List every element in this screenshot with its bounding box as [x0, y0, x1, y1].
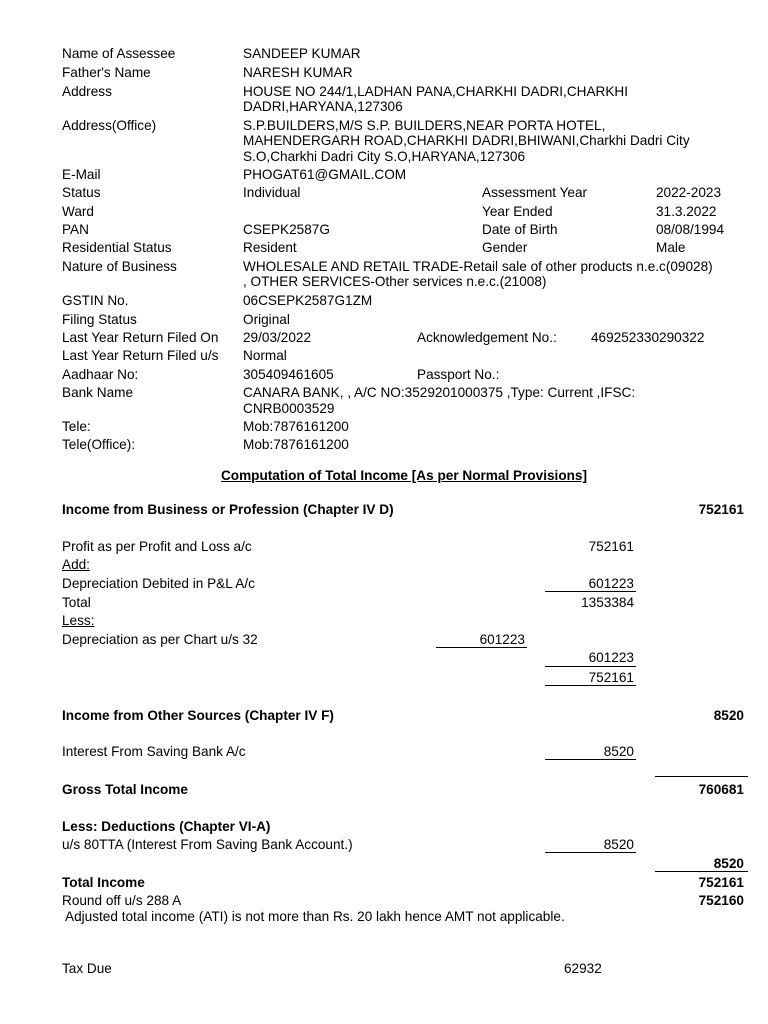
- interest-value: 8520: [603, 744, 634, 759]
- assessment-year-label: Assessment Year: [482, 185, 588, 200]
- tele-office-value: Mob:7876161200: [243, 437, 349, 452]
- tax-due-label: Tax Due: [62, 961, 112, 976]
- computation-heading: Computation of Total Income [As per Normal Provisions]: [220, 468, 588, 483]
- father-label: Father's Name: [62, 65, 151, 80]
- filing-status-value: Original: [243, 312, 290, 327]
- last-return-filed-on-value: 29/03/2022: [243, 330, 312, 345]
- round-off-label: Round off u/s 288 A: [62, 893, 182, 908]
- interest-label: Interest From Saving Bank A/c: [62, 744, 246, 759]
- tta-label: u/s 80TTA (Interest From Saving Bank Account.): [62, 837, 353, 852]
- rule-under-chart-depreciation: [436, 647, 527, 648]
- assessee-name: SANDEEP KUMAR: [243, 46, 361, 61]
- name-label: Name of Assessee: [62, 46, 176, 61]
- rule-under-interest: [545, 759, 636, 760]
- nature-of-business-line-1: WHOLESALE AND RETAIL TRADE-Retail sale of other products n.e.c(09028): [243, 259, 713, 274]
- bank-name-label: Bank Name: [62, 385, 134, 400]
- office-address-line-1: S.P.BUILDERS,M/S S.P. BUILDERS,NEAR PORTA HOTEL,: [243, 118, 606, 133]
- office-address-line-3: S.O,Charkhi Dadri City S.O,HARYANA,127306: [243, 149, 526, 164]
- ward-label: Ward: [62, 204, 94, 219]
- nature-of-business-label: Nature of Business: [62, 259, 177, 274]
- pan-value: CSEPK2587G: [243, 222, 330, 237]
- depreciation-chart-label: Depreciation as per Chart u/s 32: [62, 632, 258, 647]
- assessment-year-value: 2022-2023: [656, 185, 722, 200]
- status-value: Individual: [243, 185, 301, 200]
- gstin-value: 06CSEPK2587G1ZM: [243, 293, 373, 308]
- filing-status-label: Filing Status: [62, 312, 137, 327]
- gstin-label: GSTIN No.: [62, 293, 129, 308]
- year-ended-label: Year Ended: [482, 204, 553, 219]
- less-label: Less:: [62, 613, 95, 628]
- last-return-filed-us-value: Normal: [243, 348, 287, 363]
- rule-under-less-sum: [545, 666, 636, 667]
- gender-value: Male: [656, 240, 686, 255]
- email-value: PHOGAT61@GMAIL.COM: [243, 167, 407, 182]
- other-sources-heading: Income from Other Sources (Chapter IV F): [62, 708, 334, 723]
- rule-under-business-net: [545, 685, 636, 686]
- total-value: 1353384: [581, 595, 634, 610]
- pan-label: PAN: [62, 222, 89, 237]
- status-label: Status: [62, 185, 101, 200]
- gross-total-label: Gross Total Income: [62, 782, 188, 797]
- gender-label: Gender: [482, 240, 528, 255]
- total-label: Total: [62, 595, 91, 610]
- residential-status-label: Residential Status: [62, 240, 172, 255]
- less-sum-value: 601223: [588, 650, 634, 665]
- nature-of-business-line-2: , OTHER SERVICES-Other services n.e.c.(21008): [243, 274, 547, 289]
- aadhaar-label: Aadhaar No:: [62, 367, 139, 382]
- gross-total-value: 760681: [698, 782, 744, 797]
- rule-under-tta: [545, 852, 636, 853]
- address-line-1: HOUSE NO 244/1,LADHAN PANA,CHARKHI DADRI,CHARKHI: [243, 84, 628, 99]
- total-income-label: Total Income: [62, 875, 145, 890]
- tta-value: 8520: [603, 837, 634, 852]
- ati-note: Adjusted total income (ATI) is not more than Rs. 20 lakh hence AMT not applicable.: [62, 909, 565, 924]
- last-return-filed-on-label: Last Year Return Filed On: [62, 330, 219, 345]
- depreciation-debited-label: Depreciation Debited in P&L A/c: [62, 576, 255, 591]
- profit-label: Profit as per Profit and Loss a/c: [62, 539, 252, 554]
- tax-due-value: 62932: [564, 961, 602, 976]
- office-address-line-2: MAHENDERGARH ROAD,CHARKHI DADRI,BHIWANI,Charkhi Dadri City: [243, 133, 690, 148]
- rule-above-gross: [655, 776, 748, 777]
- depreciation-debited-value: 601223: [588, 576, 634, 591]
- email-label: E-Mail: [62, 167, 101, 182]
- address-label: Address: [62, 84, 112, 99]
- deductions-heading: Less: Deductions (Chapter VI-A): [62, 819, 271, 834]
- aadhaar-value: 305409461605: [243, 367, 334, 382]
- office-address-label: Address(Office): [62, 118, 157, 133]
- dob-value: 08/08/1994: [656, 222, 725, 237]
- tele-label: Tele:: [62, 419, 91, 434]
- business-income-heading: Income from Business or Profession (Chapter IV D): [62, 502, 394, 517]
- business-income-total: 752161: [698, 502, 744, 517]
- rule-under-deductions: [655, 871, 748, 872]
- last-return-filed-us-label: Last Year Return Filed u/s: [62, 348, 219, 363]
- acknowledgement-value: 469252330290322: [591, 330, 705, 345]
- year-ended-value: 31.3.2022: [656, 204, 717, 219]
- other-sources-total: 8520: [713, 708, 744, 723]
- add-label: Add:: [62, 557, 90, 572]
- round-off-value: 752160: [698, 893, 744, 908]
- residential-status-value: Resident: [243, 240, 297, 255]
- total-income-value: 752161: [698, 875, 744, 890]
- passport-label: Passport No.:: [417, 367, 500, 382]
- acknowledgement-label: Acknowledgement No.:: [417, 330, 557, 345]
- dob-label: Date of Birth: [482, 222, 558, 237]
- tele-value: Mob:7876161200: [243, 419, 349, 434]
- business-net-value: 752161: [588, 670, 634, 685]
- depreciation-chart-value: 601223: [479, 632, 525, 647]
- address-line-2: DADRI,HARYANA,127306: [243, 99, 403, 114]
- bank-details-line-1: CANARA BANK, , A/C NO:3529201000375 ,Type: Current ,IFSC:: [243, 385, 636, 400]
- profit-value: 752161: [588, 539, 634, 554]
- deductions-total: 8520: [713, 856, 744, 871]
- father-name: NARESH KUMAR: [243, 65, 353, 80]
- tele-office-label: Tele(Office):: [62, 437, 136, 452]
- rule-under-depreciation: [545, 591, 636, 592]
- bank-details-line-2: CNRB0003529: [243, 401, 335, 416]
